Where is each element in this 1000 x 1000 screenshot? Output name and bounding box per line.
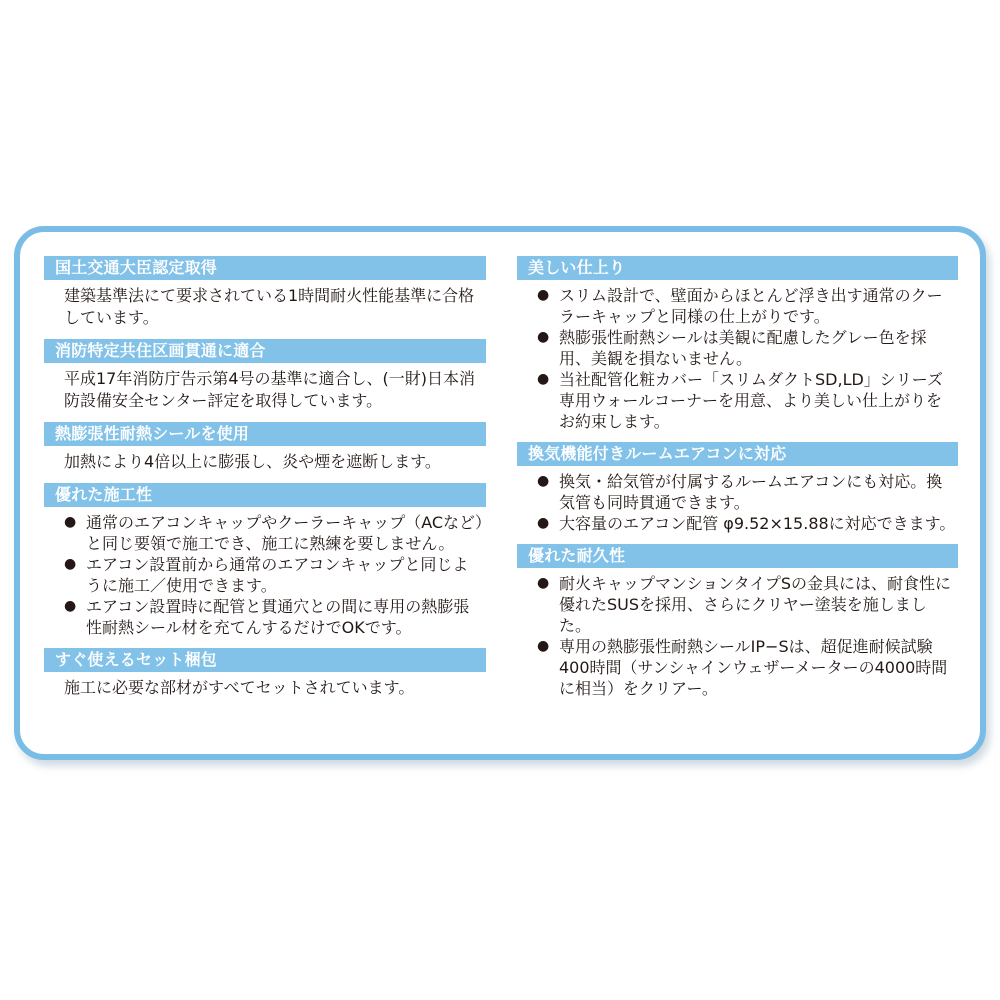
list-item	[517, 513, 958, 534]
section-workability	[44, 483, 486, 638]
bullet-icon: ●	[64, 514, 77, 530]
list-item	[517, 285, 958, 327]
section-title: 換気機能付きルームエアコンに対応	[517, 442, 958, 466]
bullet-icon: ●	[537, 575, 550, 591]
section-beautiful-finish	[517, 256, 958, 432]
list-item-text: エアコン設置前から通常のエアコンキャップと同じように施工／使用できます。	[86, 555, 469, 595]
left-column	[44, 256, 486, 709]
list-item	[44, 512, 486, 554]
section-text: 施工に必要な部材がすべてセットされています。	[64, 678, 415, 697]
list-item	[517, 636, 958, 699]
section-title: 美しい仕上り	[517, 256, 958, 280]
bullet-list	[44, 512, 486, 638]
section-durability	[517, 544, 958, 699]
list-item-text: 専用の熱膨張性耐熱シールIP−Sは、超促進耐候試験400時間（サンシャインウェザーメーターの4000時間に相当）をクリアー。	[559, 637, 948, 698]
list-item	[517, 471, 958, 513]
list-item	[44, 554, 486, 596]
list-item-text: 大容量のエアコン配管 φ9.52×15.88に対応できます。	[559, 514, 956, 533]
bullet-icon: ●	[64, 556, 77, 572]
section-mlit-certification	[44, 256, 486, 329]
list-item-text: 耐火キャップマンションタイプSの金具には、耐食性に優れたSUSを採用、さらにクリヤー塗装を施しました。	[559, 574, 951, 635]
bullet-list	[517, 285, 958, 432]
section-text: 建築基準法にて要求されている1時間耐火性能基準に合格しています。	[64, 286, 475, 327]
list-item	[44, 596, 486, 638]
section-text: 加熱により4倍以上に膨張し、炎や煙を遮断します。	[64, 452, 441, 471]
bullet-icon: ●	[537, 329, 550, 345]
section-fire-compartment	[44, 339, 486, 412]
bullet-icon: ●	[64, 598, 77, 614]
bullet-list	[517, 471, 958, 534]
bullet-icon: ●	[537, 473, 550, 489]
bullet-icon: ●	[537, 371, 550, 387]
section-heat-seal	[44, 422, 486, 473]
section-title: 優れた施工性	[44, 483, 486, 507]
list-item-text: 換気・給気管が付属するルームエアコンにも対応。換気管も同時貫通できます。	[559, 472, 943, 512]
section-title: 熱膨張性耐熱シールを使用	[44, 422, 486, 446]
list-item-text: スリム設計で、壁面からほとんど浮き出す通常のクーラーキャップと同様の仕上がりです。	[559, 286, 943, 326]
bullet-icon: ●	[537, 515, 550, 531]
list-item-text: 当社配管化粧カバー「スリムダクトSD,LD」シリーズ専用ウォールコーナーを用意、より美しい仕上がりをお約束します。	[559, 370, 943, 431]
bullet-list	[517, 573, 958, 699]
section-title: 国土交通大臣認定取得	[44, 256, 486, 280]
section-text: 平成17年消防庁告示第4号の基準に適合し、(一財)日本消防設備安全センター評定を取得しています。	[64, 369, 476, 410]
list-item	[517, 327, 958, 369]
list-item	[517, 369, 958, 432]
section-ventilation-aircon	[517, 442, 958, 534]
bullet-icon: ●	[537, 287, 550, 303]
list-item-text: 通常のエアコンキャップやクーラーキャップ（ACなど）と同じ要領で施工でき、施工に熟練を要しません。	[86, 513, 484, 553]
section-title: 優れた耐久性	[517, 544, 958, 568]
list-item-text: 熱膨張性耐熱シールは美観に配慮したグレー色を採用、美観を損ないません。	[559, 328, 927, 368]
section-set-package	[44, 648, 486, 699]
section-title: すぐ使えるセット梱包	[44, 648, 486, 672]
list-item	[517, 573, 958, 636]
bullet-icon: ●	[537, 638, 550, 654]
right-column	[517, 256, 958, 709]
list-item-text: エアコン設置時に配管と貫通穴との間に専用の熱膨張性耐熱シール材を充てんするだけでOKです。	[86, 597, 470, 637]
section-title: 消防特定共住区画貫通に適合	[44, 339, 486, 363]
